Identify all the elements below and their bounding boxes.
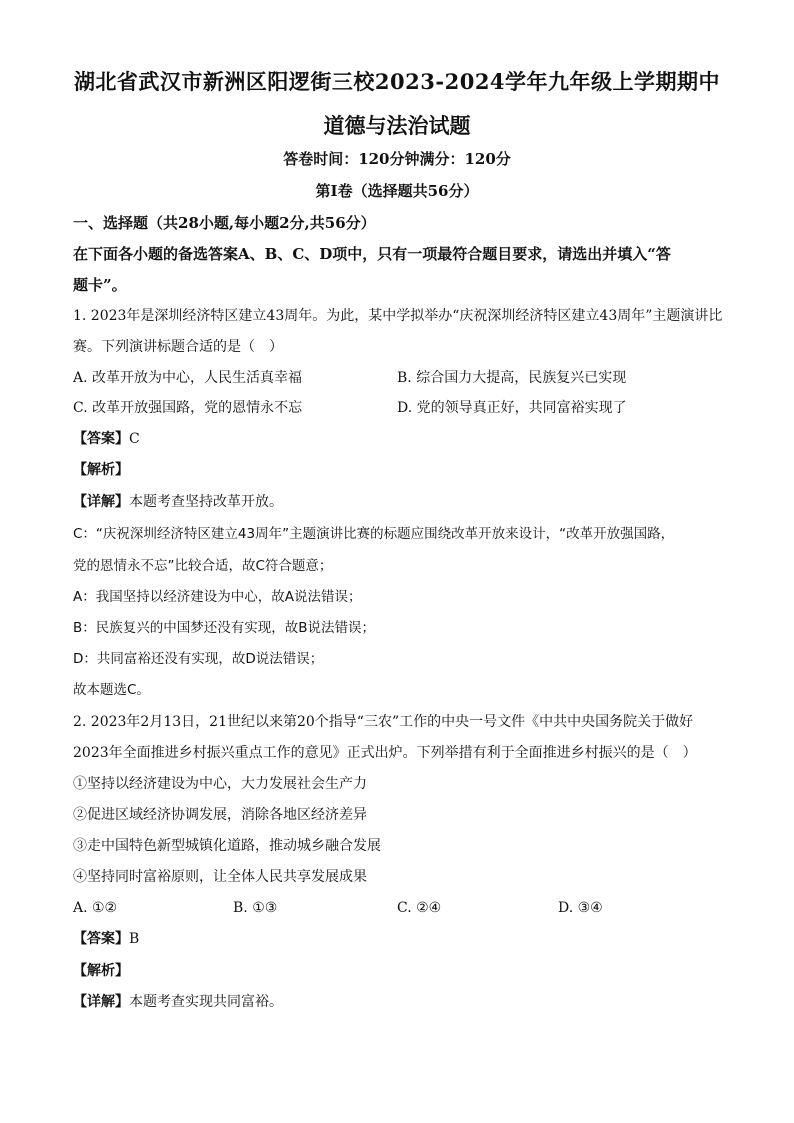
q2-item: ①坚持以经济建设为中心，大力发展社会生产力 bbox=[73, 776, 367, 792]
detail-text: 本题考查实现共同富裕。 bbox=[129, 994, 283, 1010]
exam-title-line1: 湖北省武汉市新洲区阳逻街三校2023-2024学年九年级上学期期中 bbox=[73, 69, 721, 94]
q1-explain-line: 党的恩情永不忘”比较合适，故C符合题意； bbox=[73, 558, 333, 574]
section-heading: 一、选择题（共28小题,每小题2分,共56分） bbox=[73, 214, 376, 232]
time-score-info: 答卷时间：120分钟满分：120分 bbox=[283, 150, 511, 168]
q1-analysis bbox=[73, 460, 129, 480]
q1-stem-line2: 赛。下列演讲标题合适的是（ ） bbox=[73, 339, 283, 355]
q1-option-a: A. 改革开放为中心，人民生活真幸福 bbox=[73, 370, 303, 386]
q1-stem-line1: 1. 2023年是深圳经济特区建立43周年。为此，某中学拟举办“庆祝深圳经济特区建立43周年”主题演讲比 bbox=[73, 308, 723, 324]
q2-stem-line2: 2023年全面推进乡村振兴重点工作的意见》正式出炉。下列举措有利于全面推进乡村振兴的是（ ） bbox=[73, 745, 697, 761]
q2-option-b: B. ①③ bbox=[233, 900, 278, 916]
q1-answer bbox=[73, 429, 140, 449]
analysis-tag: 【解析】 bbox=[73, 963, 129, 979]
analysis-tag: 【解析】 bbox=[73, 462, 129, 478]
detail-tag: 【详解】 bbox=[73, 994, 129, 1010]
detail-tag: 【详解】 bbox=[73, 494, 129, 510]
q1-explain-line: C：“庆祝深圳经济特区建立43周年”主题演讲比赛的标题应围绕改革开放来设计，“改革开放强国路， bbox=[73, 526, 675, 542]
volume-heading: 第Ⅰ卷（选择题共56分） bbox=[315, 182, 479, 200]
q2-item: ④坚持同时富裕原则，让全体人民共享发展成果 bbox=[73, 869, 367, 885]
answer-value: B bbox=[129, 931, 140, 947]
q1-option-c: C. 改革开放强国路，党的恩情永不忘 bbox=[73, 400, 303, 416]
q1-explain-line: D：共同富裕还没有实现，故D说法错误； bbox=[73, 651, 324, 667]
instruction-line2: 题卡”。 bbox=[73, 276, 127, 294]
q1-explain-line: B：民族复兴的中国梦还没有实现，故B说法错误； bbox=[73, 620, 376, 636]
q1-option-d: D. 党的领导真正好，共同富裕实现了 bbox=[397, 400, 627, 416]
q1-detail bbox=[73, 492, 283, 512]
q2-option-c: C. ②④ bbox=[397, 900, 442, 916]
q2-item: ③走中国特色新型城镇化道路，推动城乡融合发展 bbox=[73, 838, 381, 854]
answer-tag: 【答案】 bbox=[73, 431, 129, 447]
q2-analysis bbox=[73, 961, 129, 981]
q2-option-a: A. ①② bbox=[73, 900, 118, 916]
q1-explain-line: 故本题选C。 bbox=[73, 682, 150, 698]
q1-explain-line: A：我国坚持以经济建设为中心，故A说法错误； bbox=[73, 589, 362, 605]
detail-text: 本题考查坚持改革开放。 bbox=[129, 494, 283, 510]
q2-item: ②促进区域经济协调发展，消除各地区经济差异 bbox=[73, 807, 367, 823]
q2-answer bbox=[73, 929, 139, 949]
q2-stem-line1: 2. 2023年2月13日，21世纪以来第20个指导“三农”工作的中央一号文件《中共中央国务院关于做好 bbox=[73, 714, 694, 730]
q1-option-b: B. 综合国力大提高，民族复兴已实现 bbox=[397, 370, 627, 386]
q2-detail bbox=[73, 992, 283, 1012]
exam-title-line2: 道德与法治试题 bbox=[323, 113, 471, 138]
answer-value: C bbox=[129, 431, 140, 447]
q2-option-d: D. ③④ bbox=[558, 900, 603, 916]
answer-tag: 【答案】 bbox=[73, 931, 129, 947]
instruction-line1: 在下面各小题的备选答案A、B、C、D项中，只有一项最符合题目要求，请选出并填入“答 bbox=[73, 245, 671, 263]
